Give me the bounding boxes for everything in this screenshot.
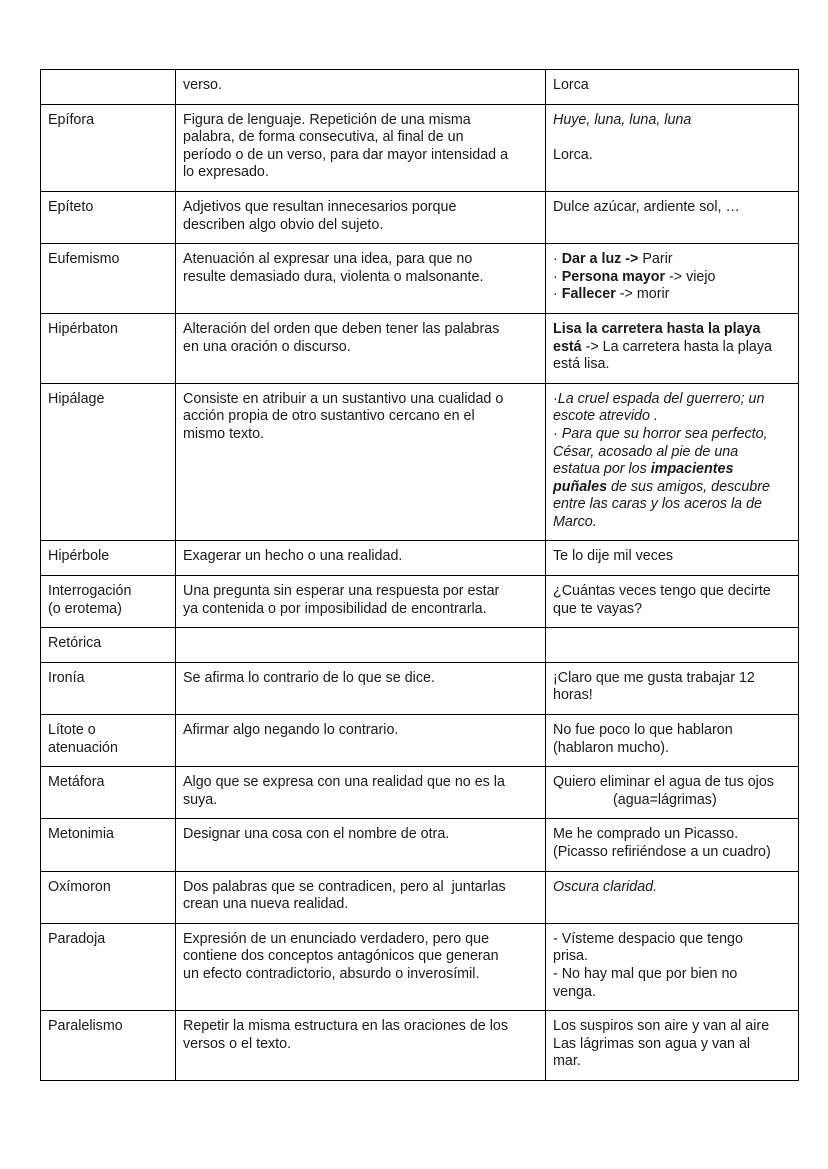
example-cell [546,1011,799,1081]
example-line [553,77,791,95]
term-cell [41,767,176,819]
example-segment: Los suspiros son aire y van al aire [553,1018,770,1035]
definition-cell [176,819,546,871]
term-text: atenuación [48,739,118,756]
term-text: Retórica [48,635,102,652]
term-cell [41,104,176,191]
example-cell [546,715,799,767]
table-row [41,541,799,576]
example-segment: Me he comprado un Picasso. [553,826,739,843]
term-cell [41,383,176,541]
term-text: Paradoja [48,930,106,947]
example-line [553,514,791,532]
example-segment: de sus amigos, descubre [607,478,770,495]
definition-cell [176,191,546,243]
example-line [553,391,791,409]
term-text: Paralelismo [48,1018,123,1035]
term-text: (o erotema) [48,600,122,617]
example-line [553,670,791,688]
example-segment: (hablaron mucho). [553,739,670,756]
example-line [553,321,791,339]
term-text: Metáfora [48,774,105,791]
example-segment: escote atrevido . [553,408,658,425]
example-cell [546,541,799,576]
table-row [41,244,799,314]
table-row [41,819,799,871]
definition-cell [176,662,546,714]
example-cell [546,383,799,541]
example-line [553,444,791,462]
example-cell [546,70,799,105]
table-row [41,313,799,383]
example-line [553,792,791,810]
definition-cell [176,104,546,191]
example-line [553,461,791,479]
table-row [41,715,799,767]
definition-cell [176,715,546,767]
example-segment: ·La cruel espada del guerrero; un [553,390,765,407]
example-line [553,879,791,897]
example-segment: venga. [553,983,596,1000]
term-cell [41,541,176,576]
table-row [41,767,799,819]
term-text: Eufemismo [48,251,120,268]
term-cell [41,871,176,923]
example-segment: Lorca. [553,146,593,163]
term-text: Hipérbaton [48,320,118,337]
example-segment: ¿Cuántas veces tengo que decirte [553,583,771,600]
example-segment: horas! [553,687,593,704]
example-segment: Te lo dije mil veces [553,548,673,565]
example-segment: Lorca [553,77,589,93]
example-line [553,826,791,844]
definition-text: acción propia de otro sustantivo cercano en el [183,408,475,425]
table-row [41,662,799,714]
example-segment: Las lágrimas son agua y van al [553,1035,751,1052]
example-line [553,740,791,758]
example-segment: que te vayas? [553,600,643,617]
definition-text: un efecto contradictorio, absurdo o inverosímil. [183,965,480,982]
definition-text: Consiste en atribuir a un sustantivo una cualidad o [183,390,504,407]
term-text: Hipálage [48,390,105,407]
term-text: Interrogación [48,583,132,600]
example-line [553,601,791,619]
term-cell [41,313,176,383]
example-segment: estatua por los [553,461,651,478]
example-line [553,112,791,130]
rhetorical-figures-table [40,69,799,1081]
example-segment [553,479,607,495]
example-line [553,984,791,1002]
example-cell [546,104,799,191]
definition-text: crean una nueva realidad. [183,896,349,913]
example-line [553,687,791,705]
example-segment: Fallecer [561,286,616,303]
definition-cell [176,383,546,541]
example-segment: · [553,251,562,268]
term-cell [41,191,176,243]
table-row [41,628,799,663]
example-line [553,356,791,374]
example-cell [546,628,799,663]
example-segment: · [553,286,562,303]
definition-cell [176,923,546,1010]
example-line [553,496,791,514]
term-cell [41,576,176,628]
definition-text: ya contenida o por imposibilidad de encontrarla. [183,600,487,617]
example-cell [546,191,799,243]
definition-cell [176,313,546,383]
example-segment: · [553,425,562,442]
definition-cell [176,70,546,105]
example-line [553,774,791,792]
term-cell [41,244,176,314]
term-cell [41,819,176,871]
example-line [553,269,791,287]
definition-text: mismo texto. [183,425,265,442]
definition-text: Designar una cosa con el nombre de otra. [183,826,450,843]
example-segment: está lisa. [553,356,610,373]
example-line [553,844,791,862]
example-segment: -> viejo [665,268,716,285]
table-row [41,104,799,191]
definition-text: contiene dos conceptos antagónicos que generan [183,948,499,965]
example-line [553,199,791,217]
definition-cell [176,576,546,628]
example-segment: Oscura claridad. [553,878,658,895]
table-body [41,70,799,1081]
example-line [553,1053,791,1071]
example-cell [546,576,799,628]
example-segment: (Picasso refiriéndose a un cuadro) [553,844,771,860]
definition-cell [176,767,546,819]
example-segment [651,461,734,477]
example-segment: -> La carretera hasta la playa [581,338,772,355]
example-cell [546,819,799,871]
example-line [553,966,791,984]
example-segment: Lisa la carretera hasta la playa [553,320,761,337]
example-segment: (agua=lágrimas) [613,791,717,808]
definition-text: Expresión de un enunciado verdadero, pero que [183,930,490,947]
definition-text: Una pregunta sin esperar una respuesta por estar [183,583,500,600]
term-text: Metonimia [48,826,114,843]
definition-cell [176,628,546,663]
example-segment: Quiero eliminar el agua de tus ojos [553,774,774,791]
table-row [41,383,799,541]
table-row [41,576,799,628]
example-segment: Persona mayor [561,268,666,285]
example-line [553,722,791,740]
example-line [553,408,791,426]
example-line [553,583,791,601]
definition-text: palabra, de forma consecutiva, al final de un [183,129,464,146]
example-segment: entre las caras y los aceros la de [553,496,762,513]
table-row [41,191,799,243]
example-line [553,931,791,949]
definition-text: período o de un verso, para dar mayor intensidad a [183,146,509,163]
definition-text: suya. [183,791,218,808]
term-cell [41,628,176,663]
definition-cell [176,244,546,314]
definition-text: Alteración del orden que deben tener las palabras [183,320,500,337]
example-line [553,251,791,269]
definition-text: Figura de lenguaje. Repetición de una misma [183,111,471,128]
term-text: Lítote o [48,722,96,739]
term-cell [41,662,176,714]
example-line [553,948,791,966]
example-line [553,479,791,497]
term-cell [41,715,176,767]
example-segment: - Vísteme despacio que tengo [553,930,743,947]
definition-text: Adjetivos que resultan innecesarios porque [183,198,457,215]
table-row [41,871,799,923]
example-line [553,129,791,147]
example-segment: impacientes [650,461,734,478]
definition-text: resulte demasiado dura, violenta o malsonante. [183,268,484,285]
term-cell [41,70,176,105]
example-segment: ¡Claro que me gusta trabajar 12 [553,669,755,686]
term-text: Ironía [48,669,85,686]
definition-text: lo expresado. [183,164,269,181]
term-text: Epíteto [48,198,94,215]
example-cell [546,871,799,923]
definition-text: Repetir la misma estructura en las oraciones de los [183,1018,509,1035]
table-row [41,70,799,105]
example-cell [546,662,799,714]
example-segment: César, acosado al pie de una [553,443,739,460]
definition-text: Exagerar un hecho o una realidad. [183,548,403,565]
definition-text: Atenuación al expresar una idea, para que no [183,251,473,268]
term-text: Epífora [48,111,95,128]
term-cell [41,1011,176,1081]
example-cell [546,767,799,819]
definition-text: Algo que se expresa con una realidad que no es la [183,774,505,791]
definition-cell [176,1011,546,1081]
example-line [553,339,791,357]
example-segment: Dar a luz -> [561,251,639,268]
table-row [41,1011,799,1081]
example-segment: mar. [553,1053,581,1070]
definition-text: versos o el texto. [183,1035,292,1052]
example-segment: prisa. [553,948,588,965]
example-line [553,426,791,444]
example-cell [546,313,799,383]
example-segment: Marco. [553,513,597,530]
example-line [553,1036,791,1054]
definition-cell [176,871,546,923]
example-segment: - No hay mal que por bien no [553,965,738,982]
example-line [553,1018,791,1036]
example-segment: Dulce azúcar, ardiente sol, … [553,198,740,215]
example-segment: Huye, luna, luna, luna [553,111,692,128]
example-line [553,548,791,566]
example-segment: -> morir [615,286,670,303]
definition-text: describen algo obvio del sujeto. [183,216,384,233]
example-line [553,147,791,165]
definition-text: verso. [183,77,222,93]
term-cell [41,923,176,1010]
example-segment: está [553,338,582,355]
example-cell [546,244,799,314]
definition-text: Se afirma lo contrario de lo que se dice. [183,669,435,686]
term-text: Hipérbole [48,548,110,565]
example-segment: puñales [553,478,608,495]
example-segment: Parir [638,251,673,268]
definition-text: Afirmar algo negando lo contrario. [183,722,399,739]
example-cell [546,923,799,1010]
term-text: Oxímoron [48,878,111,895]
definition-text: en una oración o discurso. [183,338,351,355]
example-line [553,286,791,304]
example-segment: · [553,268,562,285]
table-row [41,923,799,1010]
example-segment: No fue poco lo que hablaron [553,722,733,739]
example-segment: Para que su horror sea perfecto, [561,425,768,442]
definition-text: Dos palabras que se contradicen, pero al juntarlas [183,878,506,895]
definition-cell [176,541,546,576]
